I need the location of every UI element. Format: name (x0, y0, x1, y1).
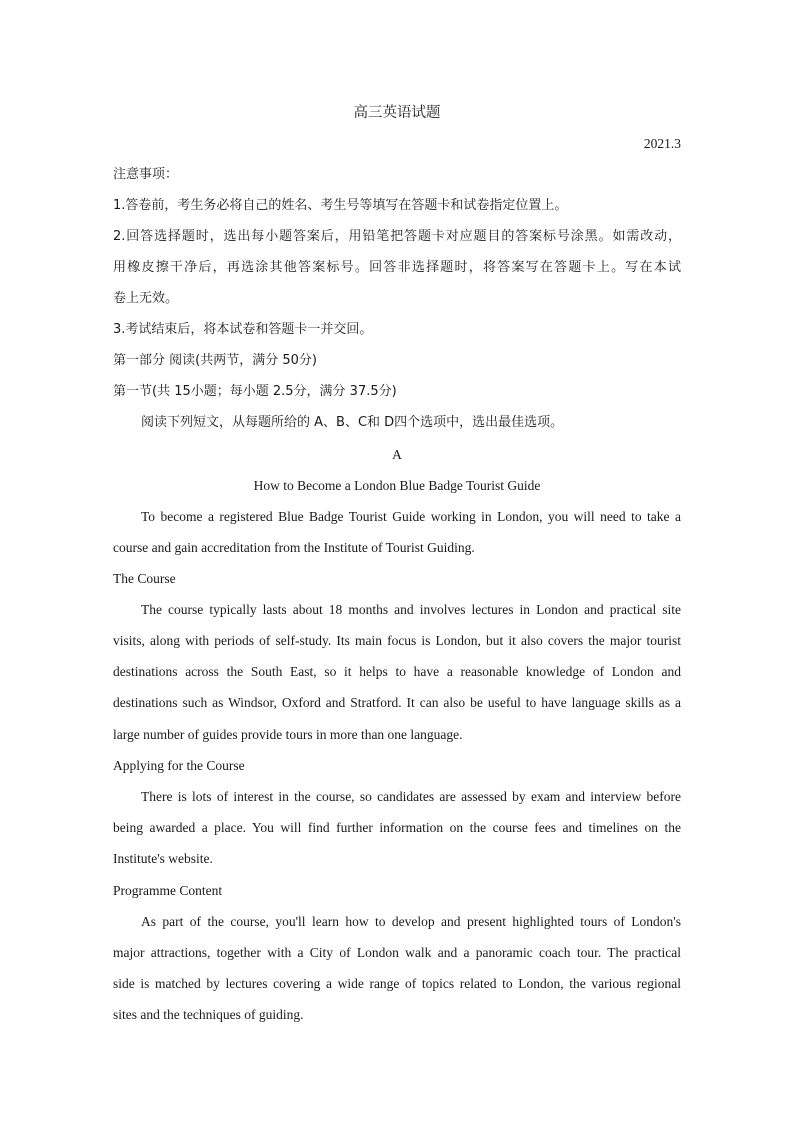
programme-line-2: major attractions, together with a City of London walk and a panoramic coach tour. The practical (113, 945, 681, 960)
notice-item-1: 1.答卷前，考生务必将自己的姓名、考生号等填写在答题卡和试卷指定位置上。 (113, 198, 568, 213)
intro-line-2: course and gain accreditation from the Institute of Tourist Guiding. (113, 540, 475, 555)
apply-line-2: being awarded a place. You will find further information on the course fees and timelines on the (113, 820, 681, 835)
course-line-3: destinations across the South East, so it helps to have a reasonable knowledge of London and (113, 664, 681, 679)
notice-item-2-line-2: 用橡皮擦干净后，再选涂其他答案标号。回答非选择题时，将答案写在答题卡上。写在本试 (113, 260, 681, 275)
part-one-heading: 第一部分 阅读(共两节，满分 50分) (113, 353, 317, 368)
reading-instruction: 阅读下列短文，从每题所给的 A、B、C和 D四个选项中，选出最佳选项。 (141, 415, 564, 430)
apply-line-1: There is lots of interest in the course, so candidates are assessed by exam and interview before (141, 789, 681, 804)
programme-line-3: side is matched by lectures covering a wide range of topics related to London, the various regional (113, 976, 681, 991)
passage-title: How to Become a London Blue Badge Tourist Guide (253, 478, 541, 493)
course-line-2: visits, along with periods of self-study. Its main focus is London, but it also covers the major tourist (113, 633, 681, 648)
exam-title: 高三英语试题 (353, 105, 441, 121)
intro-line-1: To become a registered Blue Badge Tourist Guide working in London, you will need to take a (141, 509, 681, 524)
course-line-4: destinations such as Windsor, Oxford and Stratford. It can also be useful to have language skills as a (113, 695, 681, 710)
notice-item-2-line-3: 卷上无效。 (113, 291, 179, 306)
heading-applying: Applying for the Course (113, 758, 245, 773)
exam-date: 2021.3 (643, 136, 681, 151)
course-line-5: large number of guides provide tours in more than one language. (113, 727, 463, 742)
passage-label: A (392, 447, 402, 462)
notice-heading: 注意事项： (113, 167, 179, 182)
section-one-heading: 第一节(共 15小题；每小题 2.5分，满分 37.5分) (113, 384, 397, 399)
heading-the-course: The Course (113, 571, 176, 586)
apply-line-3: Institute's website. (113, 851, 213, 866)
course-line-1: The course typically lasts about 18 months and involves lectures in London and practical site (141, 602, 681, 617)
programme-line-4: sites and the techniques of guiding. (113, 1007, 304, 1022)
notice-item-3: 3.考试结束后，将本试卷和答题卡一并交回。 (113, 322, 373, 337)
heading-programme-content: Programme Content (113, 883, 223, 898)
notice-item-2-line-1: 2.回答选择题时，选出每小题答案后，用铅笔把答题卡对应题目的答案标号涂黑。如需改动， (113, 229, 681, 244)
programme-line-1: As part of the course, you'll learn how to develop and present highlighted tours of London's (141, 914, 681, 929)
